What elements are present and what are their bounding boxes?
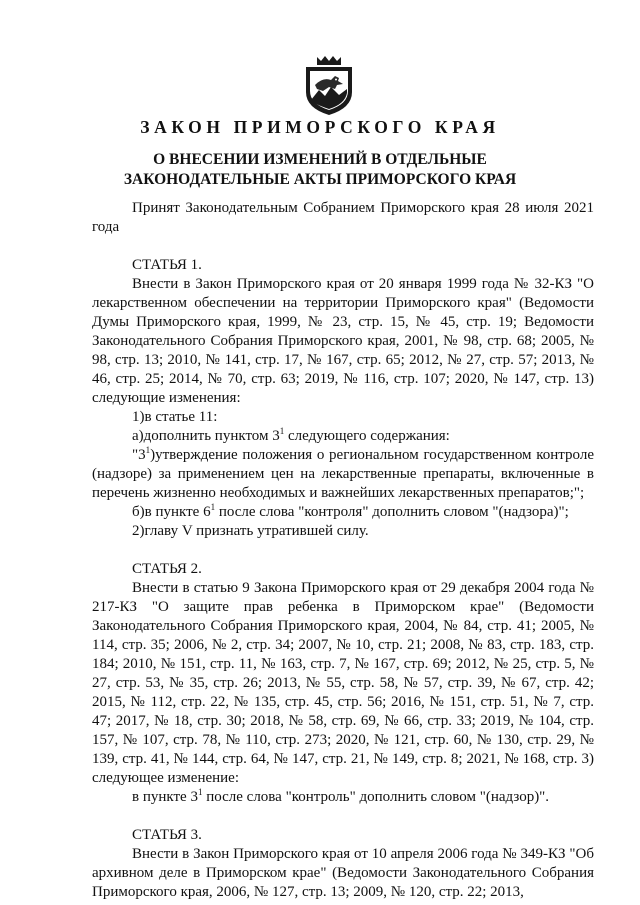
article-2-change: в пункте $3^1$ после слова "контроль" дополнить словом "(надзор)". [132,787,550,805]
article-1-item-2: 2)главу V признать утратившей силу. [132,523,369,539]
article-1-heading: СТАТЬЯ 1. [132,257,202,273]
article-1-item-1a: а)дополнить пунктом $3^1$ следующего содержания: [132,426,450,444]
article-1-text: Внести в Закон Приморского края от 20 января 1999 года № 32-КЗ "О лекарственном обеспечении на территории Приморского края" (Ведомости Думы Приморского края, 1999, № 23, стр. 15, № 45, стр. 19; Ведомости Законодательного Собрания Приморского края, 2001, № 98, стр. 68; 2005, № 98, стр. 13; 2010, № 141, стр. 17, № 167, стр. 65; 2012, № 27, стр. 57; 2013, № 46, стр. 25; 2014, № 70, стр. 63; 2019, № 116, стр. 107; 2020, № 147, стр. 13) следующие изменения: [92,276,594,406]
article-1-item-1: 1)в статье 11: [132,409,218,425]
adoption-note: Принят Законодательным Собранием Приморского края 28 июля 2021 года [92,200,594,235]
article-2-text: Внести в статью 9 Закона Приморского края от 29 декабря 2004 года № 217-КЗ "О защите прав ребенка в Приморском крае" (Ведомости Законодательного Собрания Приморского края, 2004, № 84, стр. 41; 2005, № 114, стр. 35; 2006, № 2, стр. 34; 2007, № 10, стр. 21; 2008, № 83, стр. 183, стр. 184; 2010, № 151, стр. 11, № 163, стр. 7, № 167, стр. 69; 2012, № 25, стр. 5, № 27, стр. 53, № 35, стр. 26; 2013, № 55, стр. 58, № 57, стр. 39, № 67, стр. 42; 2015, № 112, стр. 22, № 135, стр. 45, стр. 56; 2016, № 151, стр. 51, № 7, стр. 47; 2017, № 18, стр. 30; 2018, № 58, стр. 69, № 66, стр. 33; 2019, № 104, стр. 157, № 107, стр. 78, № 110, стр. 273; 2020, № 121, стр. 60, № 130, стр. 29, № 139, стр. 41, № 144, стр. 64, № 147, стр. 21, № 149, стр. 8; 2021, № 168, стр. 3) следующее изменение: [92,580,594,786]
law-subtitle [0,150,640,190]
subtitle-line-2: ЗАКОНОДАТЕЛЬНЫЕ АКТЫ ПРИМОРСКОГО КРАЯ [123,171,517,188]
article-1-quote: "$3^1)утверждение$ положения о региональном государственном контроле (надзоре) за применением цен на лекарственные препараты, включенные в перечень жизненно необходимых и важнейших лекарственных препаратов;"; [92,445,594,501]
coat-of-arms-emblem [301,54,357,116]
article-3-heading: СТАТЬЯ 3. [132,827,202,843]
article-3-text: Внести в Закон Приморского края от 10 апреля 2006 года № 349-КЗ "Об архивном деле в Приморском крае" (Ведомости Законодательного Собрания Приморского края, 2006, № 127, стр. 13; 2009, № 120, стр. 22; 2013, [92,846,594,900]
article-1-item-1b: б)в пункте $6^1$ после слова "контроля" дополнить словом "(надзора)"; [132,502,569,520]
document-body [92,199,594,902]
law-title: ЗАКОН ПРИМОРСКОГО КРАЯ [140,117,500,137]
subtitle-line-1: О ВНЕСЕНИИ ИЗМЕНЕНИЙ В ОТДЕЛЬНЫЕ [153,151,487,168]
article-2-heading: СТАТЬЯ 2. [132,561,202,577]
